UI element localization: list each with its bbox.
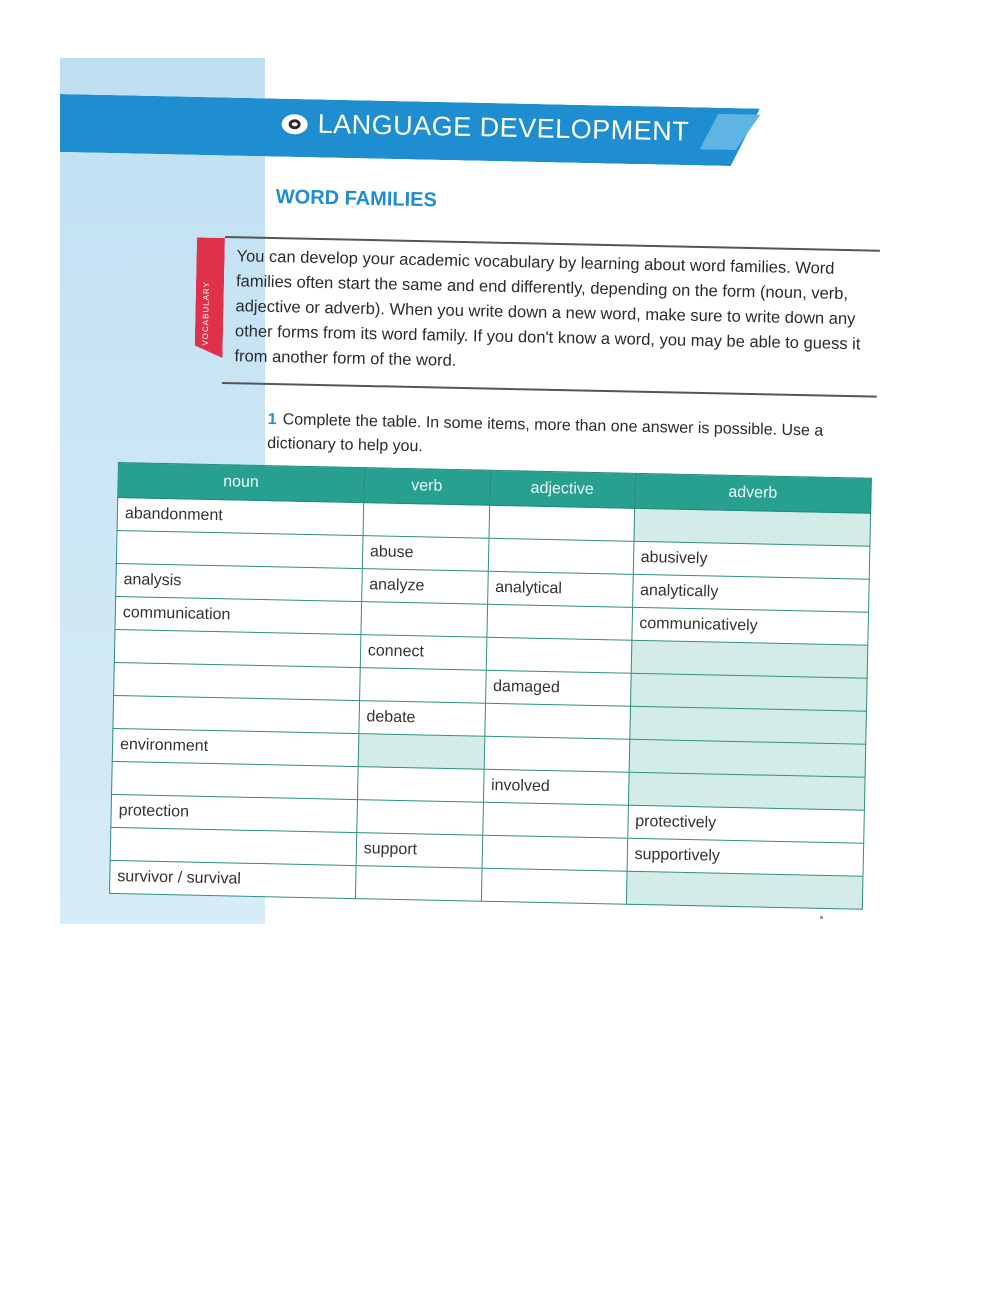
column-header-verb: verb <box>363 468 490 506</box>
table-cell-adverb <box>634 508 871 546</box>
table-cell-adjective[interactable] <box>489 505 635 541</box>
exercise-text: Complete the table. In some items, more than one answer is possible. Use a dictionary to help you. <box>267 411 824 456</box>
table-cell-verb <box>358 734 485 770</box>
banner-title-text: LANGUAGE DEVELOPMENT <box>317 108 690 147</box>
table-cell-verb[interactable] <box>355 866 482 902</box>
table-cell-adverb <box>631 640 868 678</box>
table-cell-verb[interactable] <box>357 767 484 803</box>
table-body <box>109 498 870 910</box>
table-cell-noun: protection <box>111 794 357 832</box>
table-cell-verb: connect <box>360 635 487 671</box>
table-cell-noun: abandonment <box>117 498 363 536</box>
table-cell-verb: analyze <box>361 569 488 605</box>
table-cell-adverb: communicatively <box>632 607 869 645</box>
scanned-page <box>60 58 936 924</box>
table-cell-noun: survivor / survival <box>109 860 355 898</box>
table-cell-adjective: involved <box>483 769 629 805</box>
table-cell-adjective[interactable] <box>484 736 630 772</box>
column-header-adverb: adverb <box>634 473 871 513</box>
column-header-noun: noun <box>118 463 364 503</box>
tip-text: You can develop your academic vocabulary by learning about word families. Word families often start the same and end differently, depending on the form (noun, verb, adjective or adverb). When you write down a new word, make sure to write down any other forms from its word family. If you don't know a word, you may be able to guess it from another form of the word. <box>234 247 861 370</box>
exercise-instruction <box>267 408 848 468</box>
tip-rule-bottom <box>222 382 877 398</box>
table-cell-noun[interactable] <box>112 761 358 799</box>
table-cell-adverb: protectively <box>627 805 864 843</box>
word-family-table-wrap <box>109 462 872 910</box>
table-cell-adjective: damaged <box>485 670 631 706</box>
table-cell-adjective[interactable] <box>482 835 628 871</box>
table-cell-adverb <box>626 871 863 909</box>
table-cell-noun[interactable] <box>116 530 362 568</box>
table-cell-verb: support <box>356 833 483 869</box>
vocabulary-tab-label: VOCABULARY <box>200 280 212 346</box>
table-cell-adjective[interactable] <box>486 637 632 673</box>
table-cell-adjective[interactable] <box>488 538 634 574</box>
table-cell-noun: environment <box>112 728 358 766</box>
table-cell-adverb: abusively <box>633 541 870 579</box>
vocabulary-tip-box <box>200 236 880 398</box>
table-cell-verb[interactable] <box>361 602 488 638</box>
table-cell-noun[interactable] <box>114 662 360 700</box>
table-cell-verb: debate <box>359 701 486 737</box>
table-cell-noun[interactable] <box>110 827 356 865</box>
table-cell-adjective[interactable] <box>485 703 631 739</box>
table-cell-adverb <box>630 673 867 711</box>
table-cell-noun[interactable] <box>114 629 360 667</box>
table-cell-adverb: analytically <box>632 574 869 612</box>
column-header-adjective: adjective <box>489 470 635 508</box>
target-icon <box>281 113 307 134</box>
table-cell-adjective: analytical <box>487 571 633 607</box>
table-cell-adverb <box>628 772 865 810</box>
table-cell-verb: abuse <box>362 536 489 572</box>
table-cell-noun[interactable] <box>113 695 359 733</box>
page-speck <box>820 916 823 919</box>
table-cell-adjective[interactable] <box>482 802 628 838</box>
table-cell-adverb <box>629 706 866 744</box>
table-cell-verb[interactable] <box>357 800 484 836</box>
table-cell-verb[interactable] <box>363 503 490 539</box>
table-cell-adverb <box>629 739 866 777</box>
table-cell-noun: analysis <box>116 563 362 601</box>
table-cell-adjective[interactable] <box>487 604 633 640</box>
table-cell-noun: communication <box>115 596 361 634</box>
exercise-number: 1 <box>267 410 277 429</box>
table-cell-verb[interactable] <box>359 668 486 704</box>
section-title: WORD FAMILIES <box>275 186 438 212</box>
table-cell-adjective[interactable] <box>481 868 627 904</box>
word-family-table <box>109 462 872 910</box>
table-cell-adverb: supportively <box>627 838 864 876</box>
